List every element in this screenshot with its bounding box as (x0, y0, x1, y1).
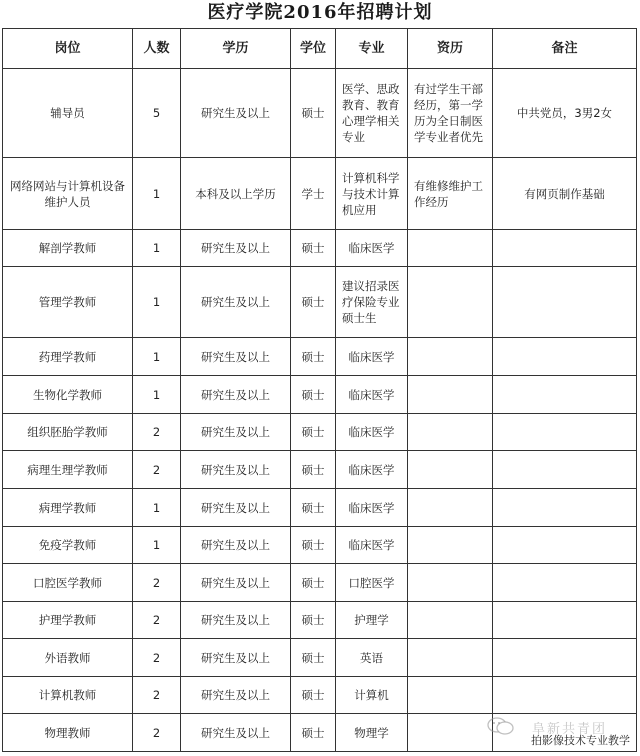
cell-degree: 硕士 (291, 267, 336, 338)
cell-position: 护理学教师 (3, 602, 133, 639)
cell-degree: 硕士 (291, 527, 336, 564)
cell-education: 研究生及以上 (181, 564, 291, 602)
cell-count: 1 (133, 230, 181, 267)
cell-education: 研究生及以上 (181, 230, 291, 267)
cell-count: 2 (133, 451, 181, 489)
cell-education: 研究生及以上 (181, 714, 291, 752)
cell-qualification (408, 677, 493, 714)
cell-education: 研究生及以上 (181, 489, 291, 527)
cell-degree: 硕士 (291, 376, 336, 414)
cell-major: 医学、思政教育、教育心理学相关专业 (336, 69, 408, 158)
cell-count: 2 (133, 677, 181, 714)
cell-remarks (493, 527, 637, 564)
cell-position: 计算机教师 (3, 677, 133, 714)
header-count: 人数 (133, 29, 181, 69)
header-degree: 学位 (291, 29, 336, 69)
cell-major: 临床医学 (336, 376, 408, 414)
cell-position: 管理学教师 (3, 267, 133, 338)
cell-qualification (408, 489, 493, 527)
cell-degree: 硕士 (291, 338, 336, 376)
cell-qualification (408, 714, 493, 752)
table-row (3, 564, 637, 602)
cell-position: 物理教师 (3, 714, 133, 752)
table-row (3, 451, 637, 489)
cell-count: 2 (133, 414, 181, 451)
header-education: 学历 (181, 29, 291, 69)
table-row (3, 414, 637, 451)
cell-education: 研究生及以上 (181, 69, 291, 158)
cell-education: 研究生及以上 (181, 677, 291, 714)
cell-qualification (408, 414, 493, 451)
cell-count: 1 (133, 267, 181, 338)
table-row (3, 714, 637, 752)
cell-remarks (493, 338, 637, 376)
table-row (3, 489, 637, 527)
header-position: 岗位 (3, 29, 133, 69)
cell-major: 计算机科学与技术计算机应用 (336, 158, 408, 230)
table-header-row (3, 29, 637, 69)
cell-major: 物理学 (336, 714, 408, 752)
cell-education: 研究生及以上 (181, 639, 291, 677)
cell-major: 建议招录医疗保险专业硕士生 (336, 267, 408, 338)
cell-major: 口腔医学 (336, 564, 408, 602)
cell-qualification (408, 527, 493, 564)
cell-position: 生物化学教师 (3, 376, 133, 414)
cell-education: 研究生及以上 (181, 451, 291, 489)
table-row (3, 158, 637, 230)
cell-remarks (493, 639, 637, 677)
cell-remarks (493, 677, 637, 714)
cell-degree: 硕士 (291, 677, 336, 714)
table-row (3, 267, 637, 338)
cell-qualification (408, 639, 493, 677)
cell-education: 研究生及以上 (181, 376, 291, 414)
cell-position: 外语教师 (3, 639, 133, 677)
cell-position: 病理生理学教师 (3, 451, 133, 489)
cell-education: 研究生及以上 (181, 338, 291, 376)
cell-count: 1 (133, 376, 181, 414)
cell-qualification (408, 564, 493, 602)
header-qualification: 资历 (408, 29, 493, 69)
cell-degree: 学士 (291, 158, 336, 230)
cell-major: 临床医学 (336, 230, 408, 267)
cell-position: 口腔医学教师 (3, 564, 133, 602)
cell-count: 1 (133, 489, 181, 527)
cell-remarks (493, 414, 637, 451)
table-row (3, 527, 637, 564)
cell-count: 2 (133, 714, 181, 752)
cell-major: 临床医学 (336, 489, 408, 527)
cell-degree: 硕士 (291, 602, 336, 639)
table-row (3, 69, 637, 158)
table-row (3, 376, 637, 414)
cell-degree: 硕士 (291, 69, 336, 158)
cell-position: 病理学教师 (3, 489, 133, 527)
cell-count: 5 (133, 69, 181, 158)
cell-education: 本科及以上学历 (181, 158, 291, 230)
cell-count: 1 (133, 158, 181, 230)
cell-major: 临床医学 (336, 527, 408, 564)
cell-qualification: 有维修维护工作经历 (408, 158, 493, 230)
cell-major: 计算机 (336, 677, 408, 714)
cell-degree: 硕士 (291, 489, 336, 527)
cell-education: 研究生及以上 (181, 602, 291, 639)
cell-qualification: 有过学生干部经历，第一学历为全日制医学专业者优先 (408, 69, 493, 158)
cell-remarks: 有网页制作基础 (493, 158, 637, 230)
cell-degree: 硕士 (291, 230, 336, 267)
page-title: 医疗学院2016年招聘计划 (207, 2, 433, 23)
cell-count: 1 (133, 338, 181, 376)
cell-major: 护理学 (336, 602, 408, 639)
cell-degree: 硕士 (291, 451, 336, 489)
table-row (3, 230, 637, 267)
cell-major: 临床医学 (336, 414, 408, 451)
cell-remarks: 拍影像技术专业教学 (493, 714, 637, 752)
cell-qualification (408, 267, 493, 338)
cell-degree: 硕士 (291, 639, 336, 677)
cell-position: 药理学教师 (3, 338, 133, 376)
cell-position: 解剖学教师 (3, 230, 133, 267)
cell-position: 组织胚胎学教师 (3, 414, 133, 451)
cell-qualification (408, 230, 493, 267)
table-row (3, 338, 637, 376)
cell-remarks (493, 230, 637, 267)
cell-qualification (408, 338, 493, 376)
cell-remarks (493, 564, 637, 602)
cell-remarks: 中共党员，3男2女 (493, 69, 637, 158)
header-remarks: 备注 (493, 29, 637, 69)
cell-remarks (493, 376, 637, 414)
cell-count: 2 (133, 602, 181, 639)
cell-qualification (408, 376, 493, 414)
watermark-text: 阜新共青团 (532, 722, 608, 737)
cell-education: 研究生及以上 (181, 527, 291, 564)
cell-degree: 硕士 (291, 714, 336, 752)
cell-count: 2 (133, 639, 181, 677)
cell-qualification (408, 451, 493, 489)
cell-remarks (493, 602, 637, 639)
cell-major: 临床医学 (336, 338, 408, 376)
cell-position: 免疫学教师 (3, 527, 133, 564)
table-row (3, 639, 637, 677)
cell-count: 1 (133, 527, 181, 564)
cell-count: 2 (133, 564, 181, 602)
cell-position: 辅导员 (3, 69, 133, 158)
cell-education: 研究生及以上 (181, 414, 291, 451)
recruitment-table (2, 28, 637, 752)
cell-remarks (493, 489, 637, 527)
cell-degree: 硕士 (291, 414, 336, 451)
table-row (3, 602, 637, 639)
cell-remarks (493, 267, 637, 338)
table-row (3, 677, 637, 714)
cell-major: 英语 (336, 639, 408, 677)
cell-remarks (493, 451, 637, 489)
cell-qualification (408, 602, 493, 639)
cell-education: 研究生及以上 (181, 267, 291, 338)
cell-degree: 硕士 (291, 564, 336, 602)
cell-major: 临床医学 (336, 451, 408, 489)
header-major: 专业 (336, 29, 408, 69)
cell-position: 网络网站与计算机设备维护人员 (3, 158, 133, 230)
